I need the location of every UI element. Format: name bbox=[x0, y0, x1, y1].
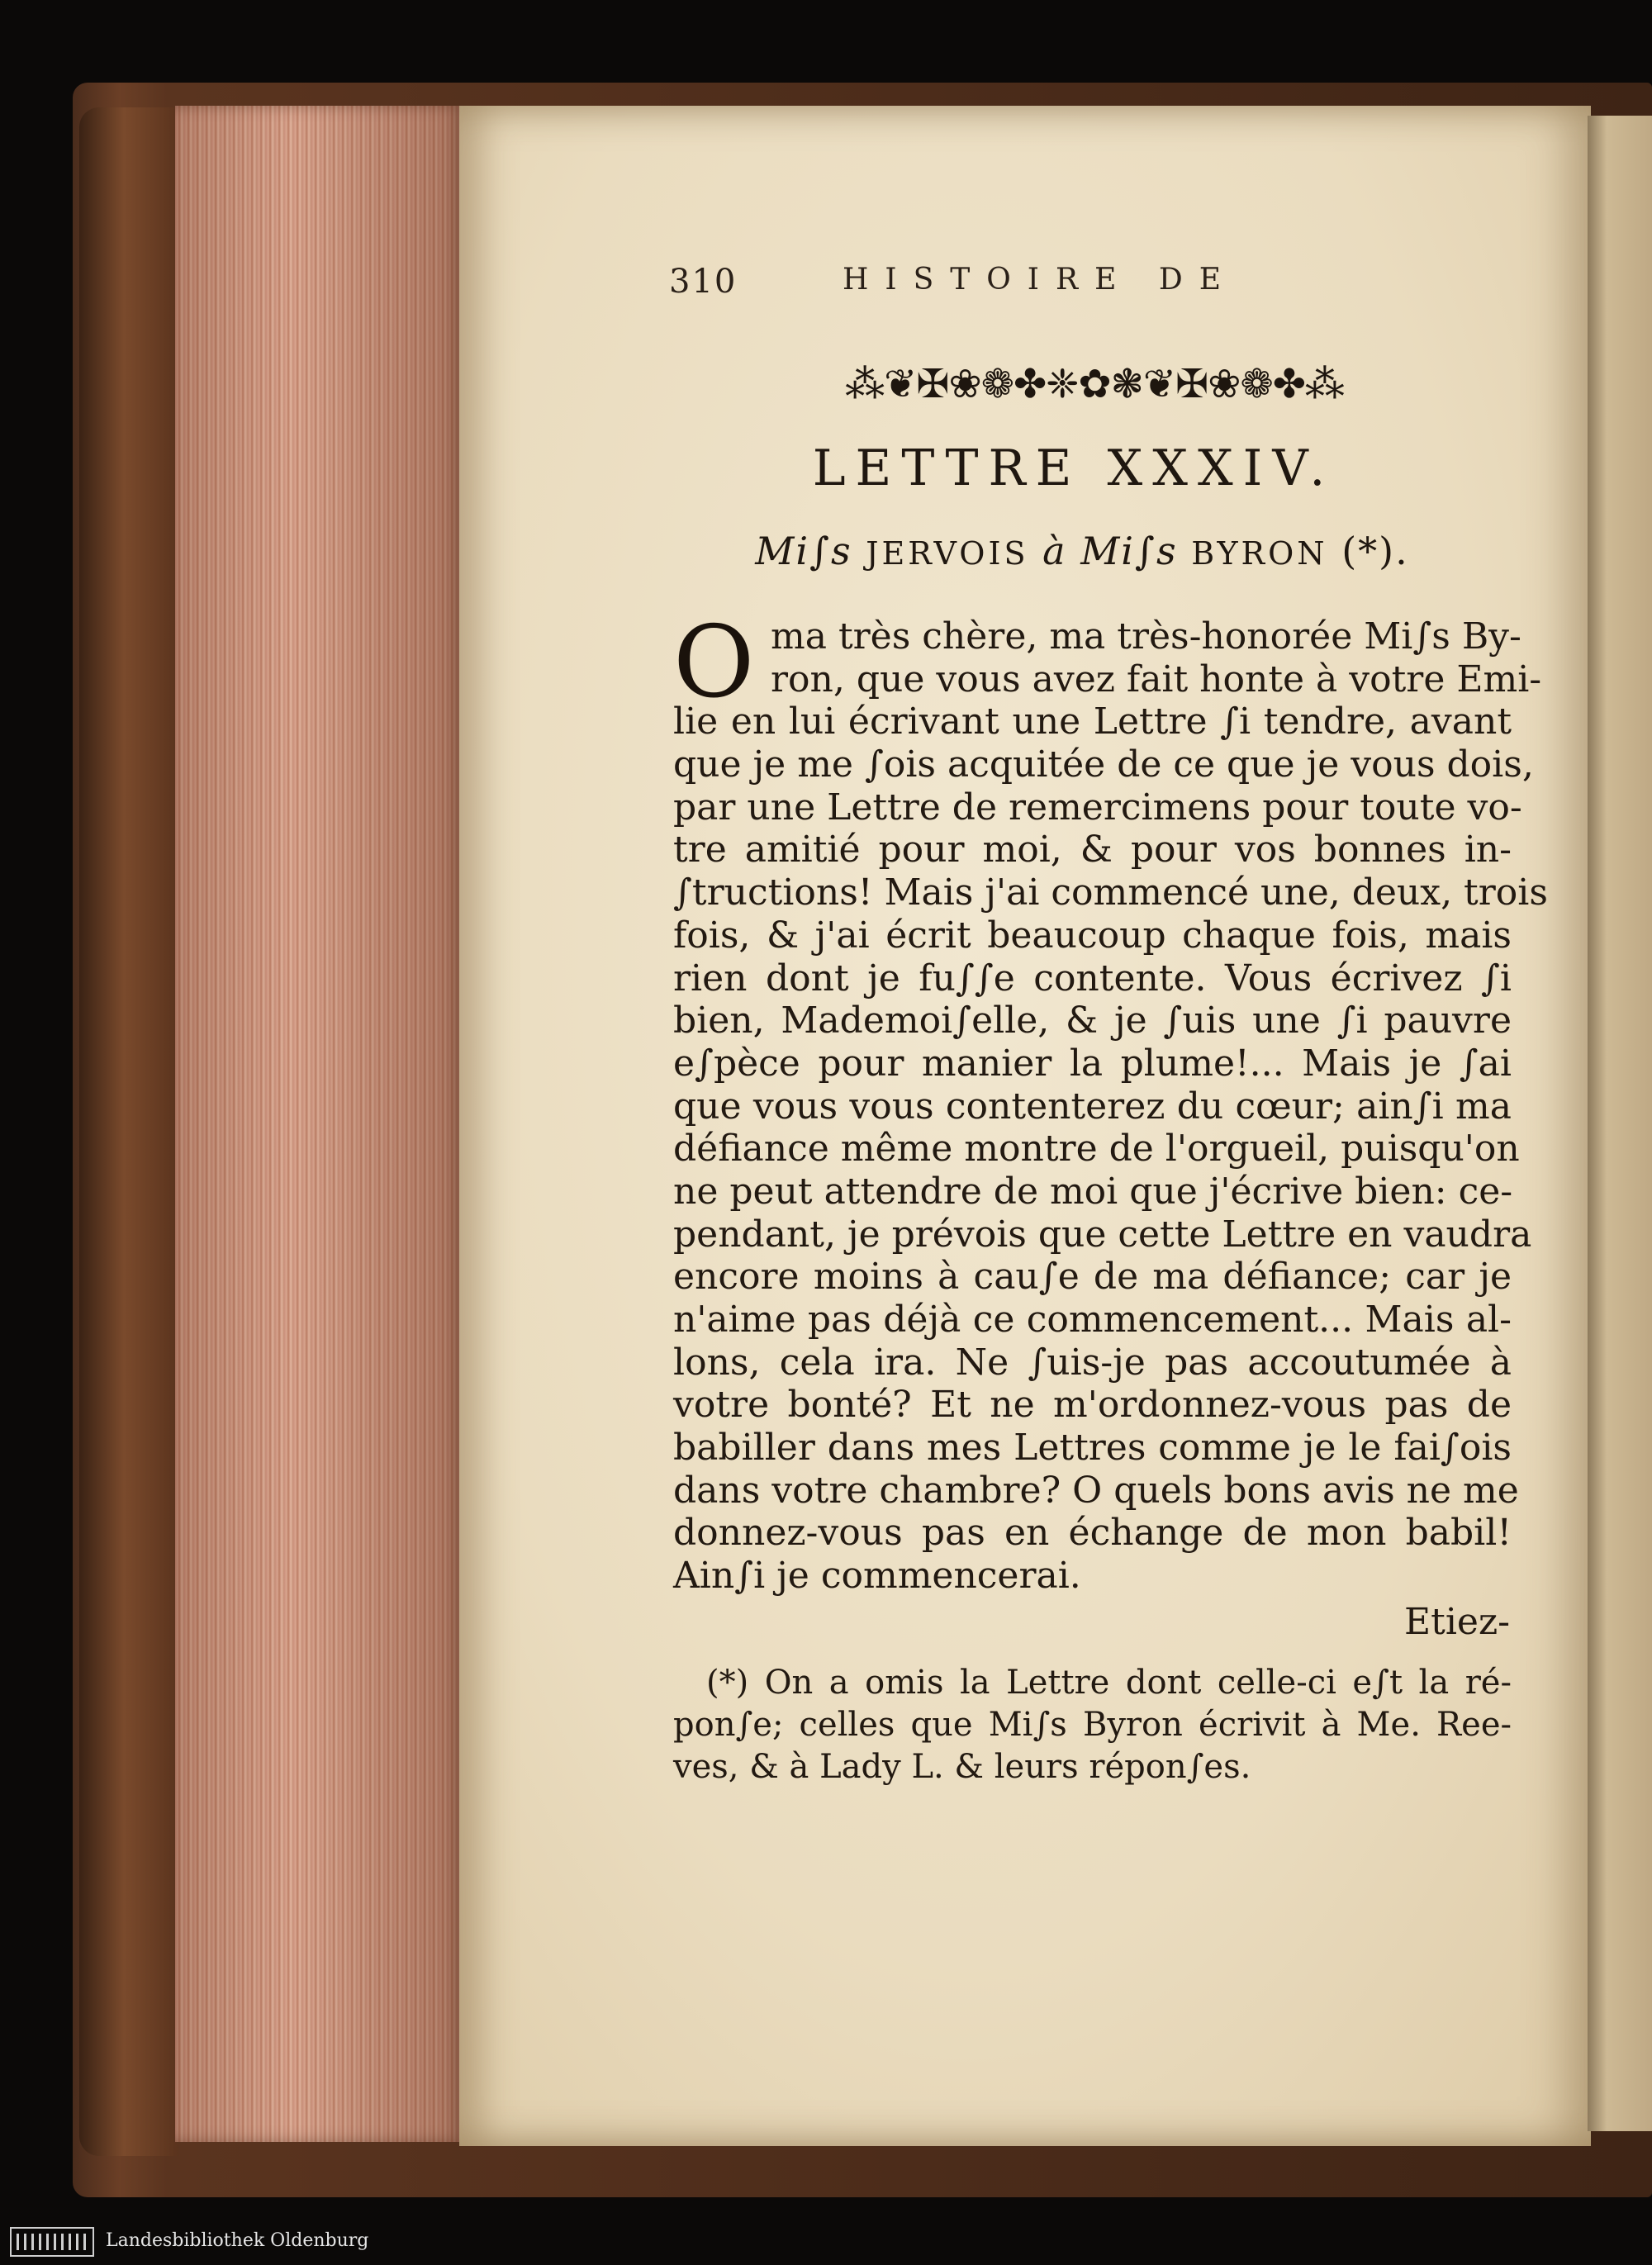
catchword: Etiez- bbox=[1404, 1601, 1510, 1643]
body-line: ∫tructions! Mais j'ai commencé une, deux, trois bbox=[673, 871, 1548, 914]
body-line: défiance même montre de l'orgueil, puisqu'on bbox=[673, 1128, 1520, 1170]
page-number: 310 bbox=[669, 263, 738, 301]
body-line: ron, que vous avez fait honte à votre Emi- bbox=[771, 658, 1542, 700]
body-line: ne peut attendre de moi que j'écrive bien: ce- bbox=[673, 1170, 1513, 1213]
footnote-mark: (*). bbox=[1341, 529, 1409, 573]
footnote-line: (*) On a omis la Lettre dont celle-ci e∫t la ré- bbox=[706, 1664, 1512, 1702]
footnote bbox=[673, 1662, 1512, 1788]
body-line: e∫pèce pour manier la plume!... Mais je ∫ai bbox=[673, 1042, 1512, 1085]
body-line: que je me ∫ois acquitée de ce que je vous dois, bbox=[673, 743, 1534, 786]
body-line: par une Lettre de remercimens pour toute vo- bbox=[673, 786, 1522, 829]
body-line: donnez-vous pas en échange de mon babil! bbox=[673, 1512, 1512, 1555]
recipient-prefix: Mi∫s bbox=[1080, 529, 1178, 573]
body-line: n'aime pas déjà ce commencement... Mais al- bbox=[673, 1299, 1512, 1341]
body-line: pendant, je prévois que cette Lettre en vaudra bbox=[673, 1213, 1532, 1256]
facing-page-edge bbox=[1588, 116, 1652, 2131]
library-building-icon bbox=[10, 2227, 94, 2257]
running-title: HISTOIRE DE bbox=[843, 263, 1237, 297]
page-block-edges bbox=[175, 106, 464, 2142]
letter-title: LETTRE XXXIV. bbox=[812, 439, 1336, 497]
body-line: rien dont je fu∫∫e contente. Vous écrivez ∫i bbox=[673, 957, 1512, 1000]
running-header bbox=[669, 263, 1379, 312]
library-name: Landesbibliothek Oldenburg bbox=[106, 2230, 369, 2251]
body-line: que vous vous contenterez du cœur; ain∫i ma bbox=[673, 1085, 1512, 1128]
body-line: ma très chère, ma très-honorée Mi∫s By- bbox=[771, 615, 1521, 658]
body-line: votre bonté? Et ne m'ordonnez-vous pas de bbox=[673, 1384, 1512, 1427]
body-line-last: Ain∫i je commencerai. bbox=[673, 1555, 1081, 1598]
body-line: lons, cela ira. Ne ∫uis-je pas accoutumée à bbox=[673, 1341, 1512, 1384]
book-binding-edge bbox=[79, 107, 178, 2156]
to-word: à bbox=[1042, 529, 1067, 573]
body-line: bien, Mademoi∫elle, & je ∫uis une ∫i pauvre bbox=[673, 1000, 1512, 1042]
body-line: dans votre chambre? O quels bons avis ne me bbox=[673, 1469, 1519, 1512]
footnote-line: ves, & à Lady L. & leurs répon∫es. bbox=[673, 1748, 1251, 1786]
body-line: fois, & j'ai écrit beaucoup chaque fois, mais bbox=[673, 914, 1512, 957]
sender-name: JERVOIS bbox=[866, 535, 1029, 572]
footnote-line: pon∫e; celles que Mi∫s Byron écrivit à Me. Ree- bbox=[673, 1706, 1512, 1744]
body-line: babiller dans mes Lettres comme je le fai∫ois bbox=[673, 1427, 1512, 1470]
body-line: lie en lui écrivant une Lettre ∫i tendre, avant bbox=[673, 700, 1512, 743]
body-line: encore moins à cau∫e de ma défiance; car je bbox=[673, 1256, 1512, 1299]
recipient-name: BYRON bbox=[1191, 535, 1328, 572]
drop-cap: O bbox=[673, 605, 755, 720]
sender-prefix: Mi∫s bbox=[755, 529, 852, 573]
body-line: tre amitié pour moi, & pour vos bonnes in- bbox=[673, 829, 1512, 871]
letter-body bbox=[673, 605, 1548, 1598]
ornament-band: ⁂❦✠❀❁✤❈✿❃❦✠❀❁✤⁂ bbox=[845, 361, 1344, 407]
letter-salutation bbox=[694, 529, 1470, 586]
